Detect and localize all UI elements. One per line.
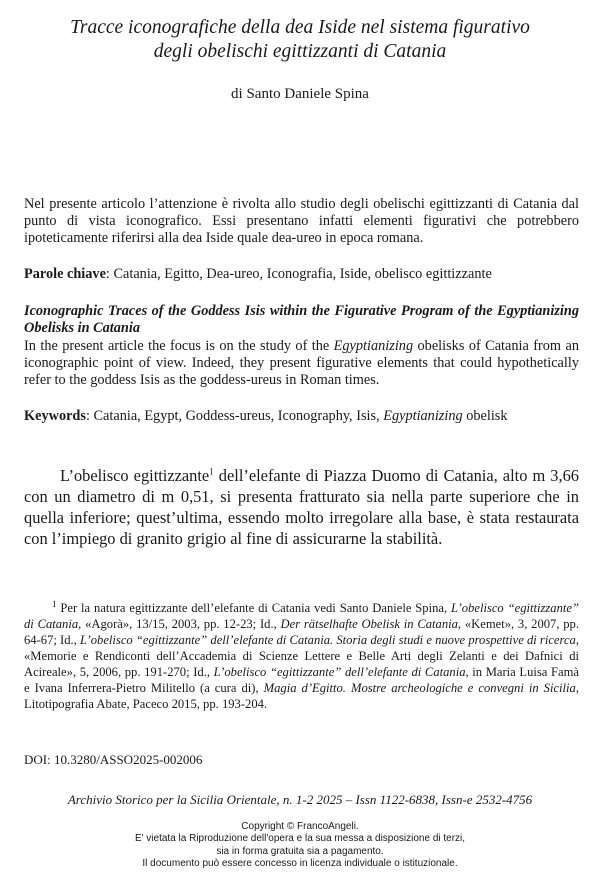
copyright-line-2: E' vietata la Riproduzione dell'opera e la sua messa a disposizione di terzi, bbox=[134, 833, 466, 845]
footnote-text-5: , in Maria Luisa Famà e Ivana Inferrera-Pietro Militello (a cura di), bbox=[24, 665, 579, 695]
copyright-notice bbox=[0, 821, 600, 871]
footnote-number: 1 bbox=[52, 598, 57, 609]
footnote-italic-2: Der rätselhafte Obelisk in Catania bbox=[280, 617, 458, 631]
keywords-list-italian: : Catania, Egitto, Dea-ureo, Iconografia, Iside, obelisco egittizzante bbox=[105, 266, 492, 282]
footnote-text-2: , «Agorà», 13/15, 2003, pp. 12-23; Id., bbox=[78, 617, 281, 631]
main-paragraph bbox=[24, 465, 579, 549]
keywords-label-english: Keywords bbox=[24, 408, 86, 424]
title-line-2: degli obelischi egittizzanti di Catania bbox=[153, 41, 447, 62]
abstract-english bbox=[24, 338, 579, 390]
abstract-italian: Nel presente articolo l’attenzione è rivolta allo studio degli obelischi egittizzanti di Catania dal punto di vista iconografico. Essi presentano infatti elementi figurativi che potrebbero ipoteticamente riferirsi alla dea Iside quale dea-ureo in epoca romana. bbox=[24, 196, 579, 247]
footnote bbox=[24, 600, 579, 712]
footnote-italic-1: L’obelisco “egittizzante” di Catania bbox=[24, 601, 579, 631]
journal-info: Archivio Storico per la Sicilia Orientale, n. 1-2 2025 – Issn 1122-6838, Issn-e 2532-4756 bbox=[67, 792, 533, 807]
article-title bbox=[0, 16, 600, 64]
keywords-italian bbox=[24, 266, 579, 283]
footnote-text-4: , «Memorie e Rendiconti dell’Accademia di Scienze Lettere e Belle Arti degli Zelanti e dei Dafnici di Acireale», 5, 2006, pp. 191-270; Id., bbox=[24, 633, 579, 679]
keywords-english-italic: Egyptianizing bbox=[383, 408, 463, 424]
doi[interactable]: DOI: 10.3280/ASSO2025-002006 bbox=[24, 752, 203, 767]
keywords-list-english-1: : Catania, Egypt, Goddess-ureus, Iconography, Isis, bbox=[85, 408, 384, 424]
footnote-reference[interactable]: 1 bbox=[209, 466, 214, 477]
footnote-text-3: , «Kemet», 3, 2007, pp. 64-67; Id., bbox=[24, 617, 579, 647]
footnote-text-6: , Litotipografia Abate, Paceco 2015, pp. 193-204. bbox=[24, 681, 579, 711]
keywords-english bbox=[24, 408, 579, 425]
author-byline: di Santo Daniele Spina bbox=[231, 86, 369, 102]
footnote-text-1: Per la natura egittizzante dell’elefante di Catania vedi Santo Daniele Spina, bbox=[56, 601, 452, 615]
footnote-italic-3: L’obelisco “egittizzante” dell’elefante di Catania. Storia degli studi e nuove prospettive di ricerca bbox=[80, 633, 576, 647]
footnote-italic-4: L’obelisco “egittizzante” dell’elefante di Catania bbox=[213, 665, 466, 679]
title-line-1: Tracce iconografiche della dea Iside nel sistema figurativo bbox=[70, 17, 530, 38]
copyright-line-4: Il documento può essere concesso in licenza individuale o istituzionale. bbox=[142, 858, 458, 870]
english-title: Iconographic Traces of the Goddess Isis within the Figurative Program of the Egyptianizing Obelisks in Catania bbox=[24, 303, 579, 337]
copyright-line-3: sia in forma gratuita sia a pagamento. bbox=[216, 845, 384, 857]
copyright-line-1: Copyright © FrancoAngeli. bbox=[241, 821, 359, 832]
abstract-english-italic: Egyptianizing bbox=[333, 338, 414, 354]
main-text-1: L’obelisco egittizzante bbox=[60, 466, 210, 485]
main-text-2: dell’elefante di Piazza Duomo di Catania, alto m 3,66 con un diametro di m 0,51, si presenta fratturato sia nella parte superiore che in quella inferiore; quest’ultima, essendo molto irregolare alla base, è stata restaurata con l’impiego di granito grigio al fine di assicurarne la stabilità. bbox=[24, 466, 579, 548]
footnote-italic-5: Magia d’Egitto. Mostre archeologiche e convegni in Sicilia bbox=[263, 681, 576, 695]
abstract-english-text-2: obelisks of Catania from an iconographic point of view. Indeed, they present figurative elements that could hypothetically refer to the goddess Isis as the goddess-ureus in Roman times. bbox=[24, 338, 579, 389]
keywords-label-italian: Parole chiave bbox=[24, 266, 106, 282]
abstract-english-text-1: In the present article the focus is on the study of the bbox=[24, 338, 334, 354]
keywords-list-english-2: obelisk bbox=[462, 408, 508, 424]
